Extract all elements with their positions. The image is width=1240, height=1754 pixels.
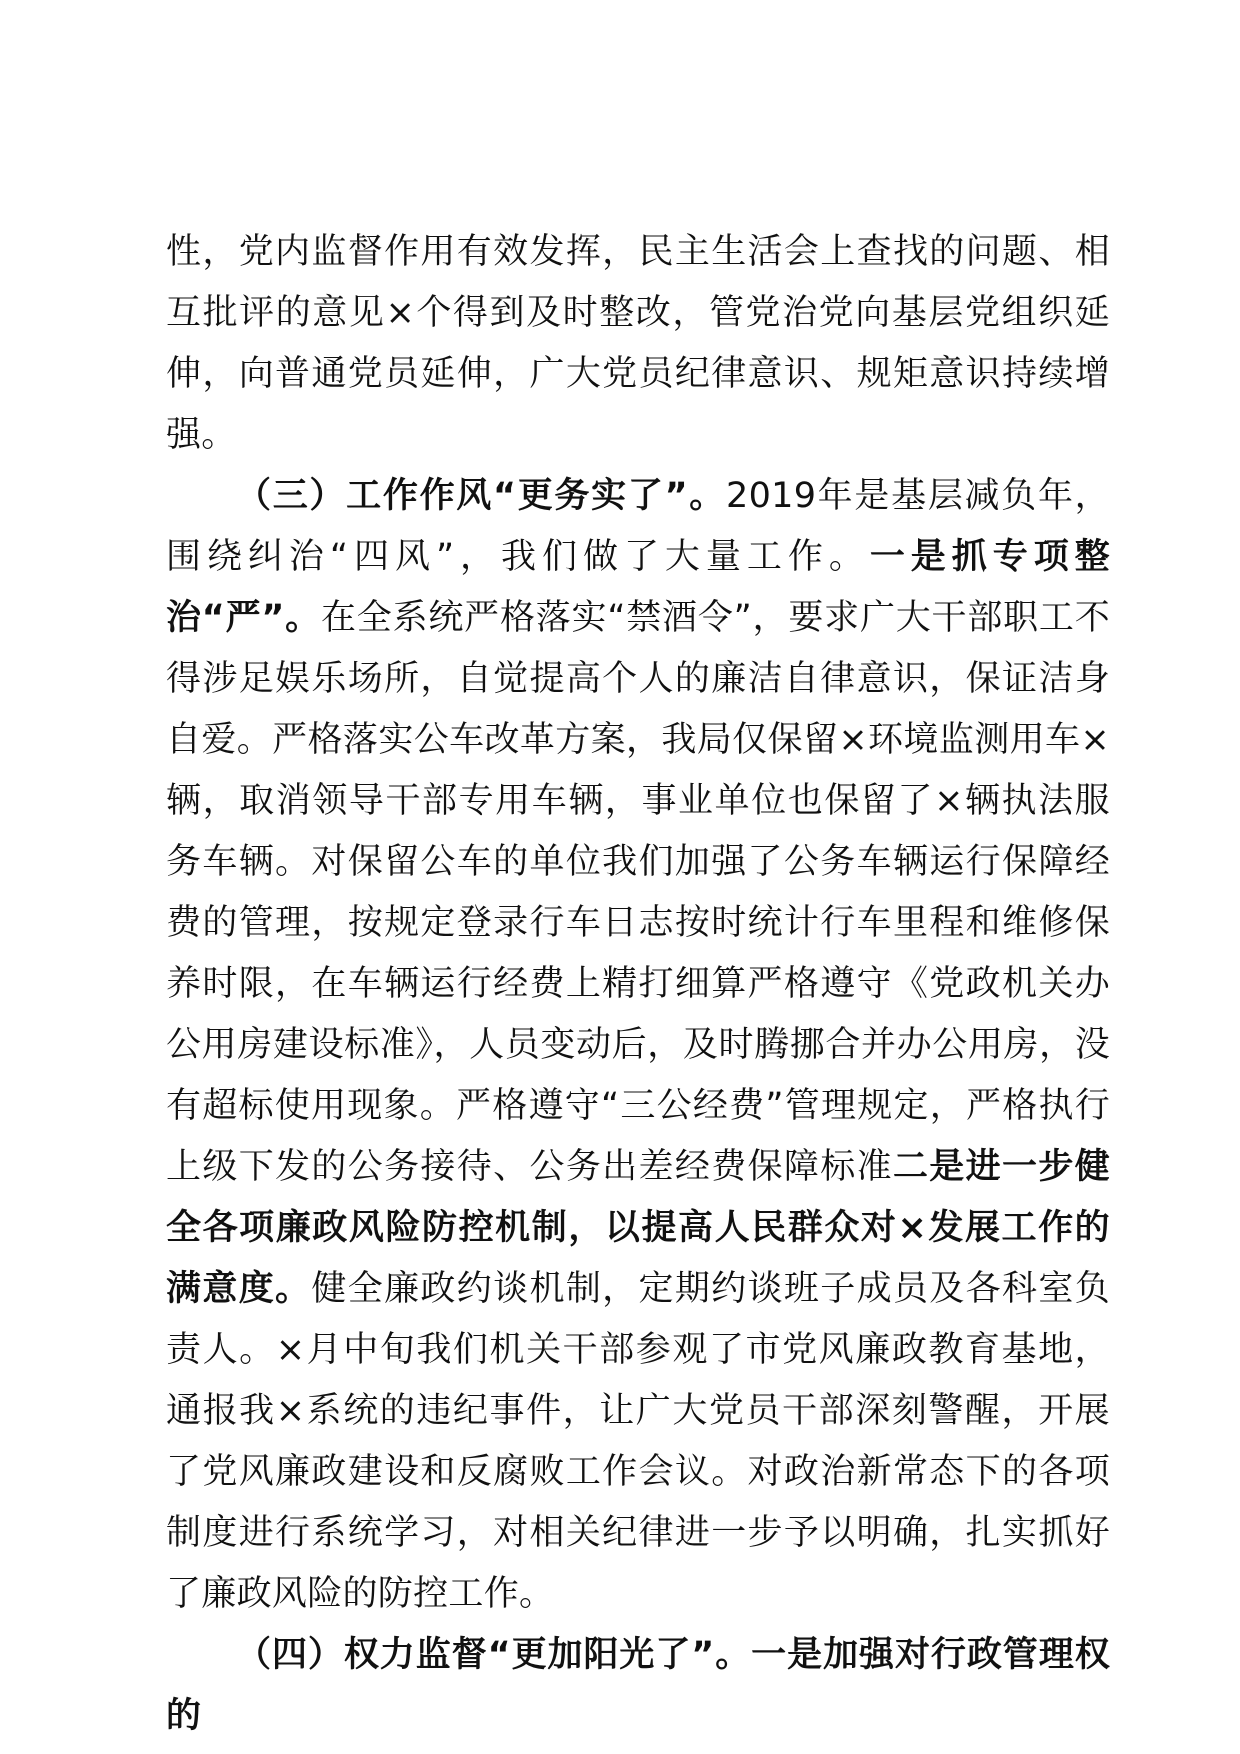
paragraph-1 <box>166 222 1110 466</box>
paragraph-3-power-supervision <box>166 1625 1110 1747</box>
section-heading-work-style: （三）工作作风“更务实了”。 <box>236 476 726 516</box>
point-heading-risk-prevention: 二是进一步健全各项廉政风险防控机制，以提高人民群众对×发展工作的满意度。 <box>166 1147 1110 1309</box>
section-heading-power-supervision: （四）权力监督“更加阳光了”。一是加强对行政管理权的 <box>166 1635 1110 1736</box>
document-body <box>166 222 1110 1747</box>
point-heading-special-rectification: 一是抓专项整治“严”。 <box>166 537 1110 638</box>
paragraph-text: 在全系统严格落实“禁酒令”，要求广大干部职工不得涉足娱乐场所，自觉提高个人的廉洁自律意识，保证洁身自爱。严格落实公车改革方案，我局仅保留×环境监测用车×辆，取消领导干部专用车辆，事业单位也保留了×辆执法服务车辆。对保留公车的单位我们加强了公务车辆运行保障经费的管理，按规定登录行车日志按时统计行车里程和维修保养时限，在车辆运行经费上精打细算严格遵守《党政机关办公用房建设标准》，人员变动后，及时腾挪合并办公用房，没有超标使用现象。严格遵守“三公经费”管理规定，严格执行上级下发的公务接待、公务出差经费保障标准 <box>166 598 1110 1187</box>
paragraph-text: 性，党内监督作用有效发挥，民主生活会上查找的问题、相互批评的意见×个得到及时整改，管党治党向基层党组织延伸，向普通党员延伸，广大党员纪律意识、规矩意识持续增强。 <box>166 232 1110 455</box>
paragraph-text: 2019年是基层减负年，围绕纠治“四风”，我们做了大量工作。 <box>166 476 1110 577</box>
paragraph-text: 健全廉政约谈机制，定期约谈班子成员及各科室负责人。×月中旬我们机关干部参观了市党风廉政教育基地，通报我×系统的违纪事件，让广大党员干部深刻警醒，开展了党风廉政建设和反腐败工作会议。对政治新常态下的各项制度进行系统学习，对相关纪律进一步予以明确，扎实抓好了廉政风险的防控工作。 <box>166 1269 1110 1614</box>
paragraph-2-work-style <box>166 466 1110 1625</box>
